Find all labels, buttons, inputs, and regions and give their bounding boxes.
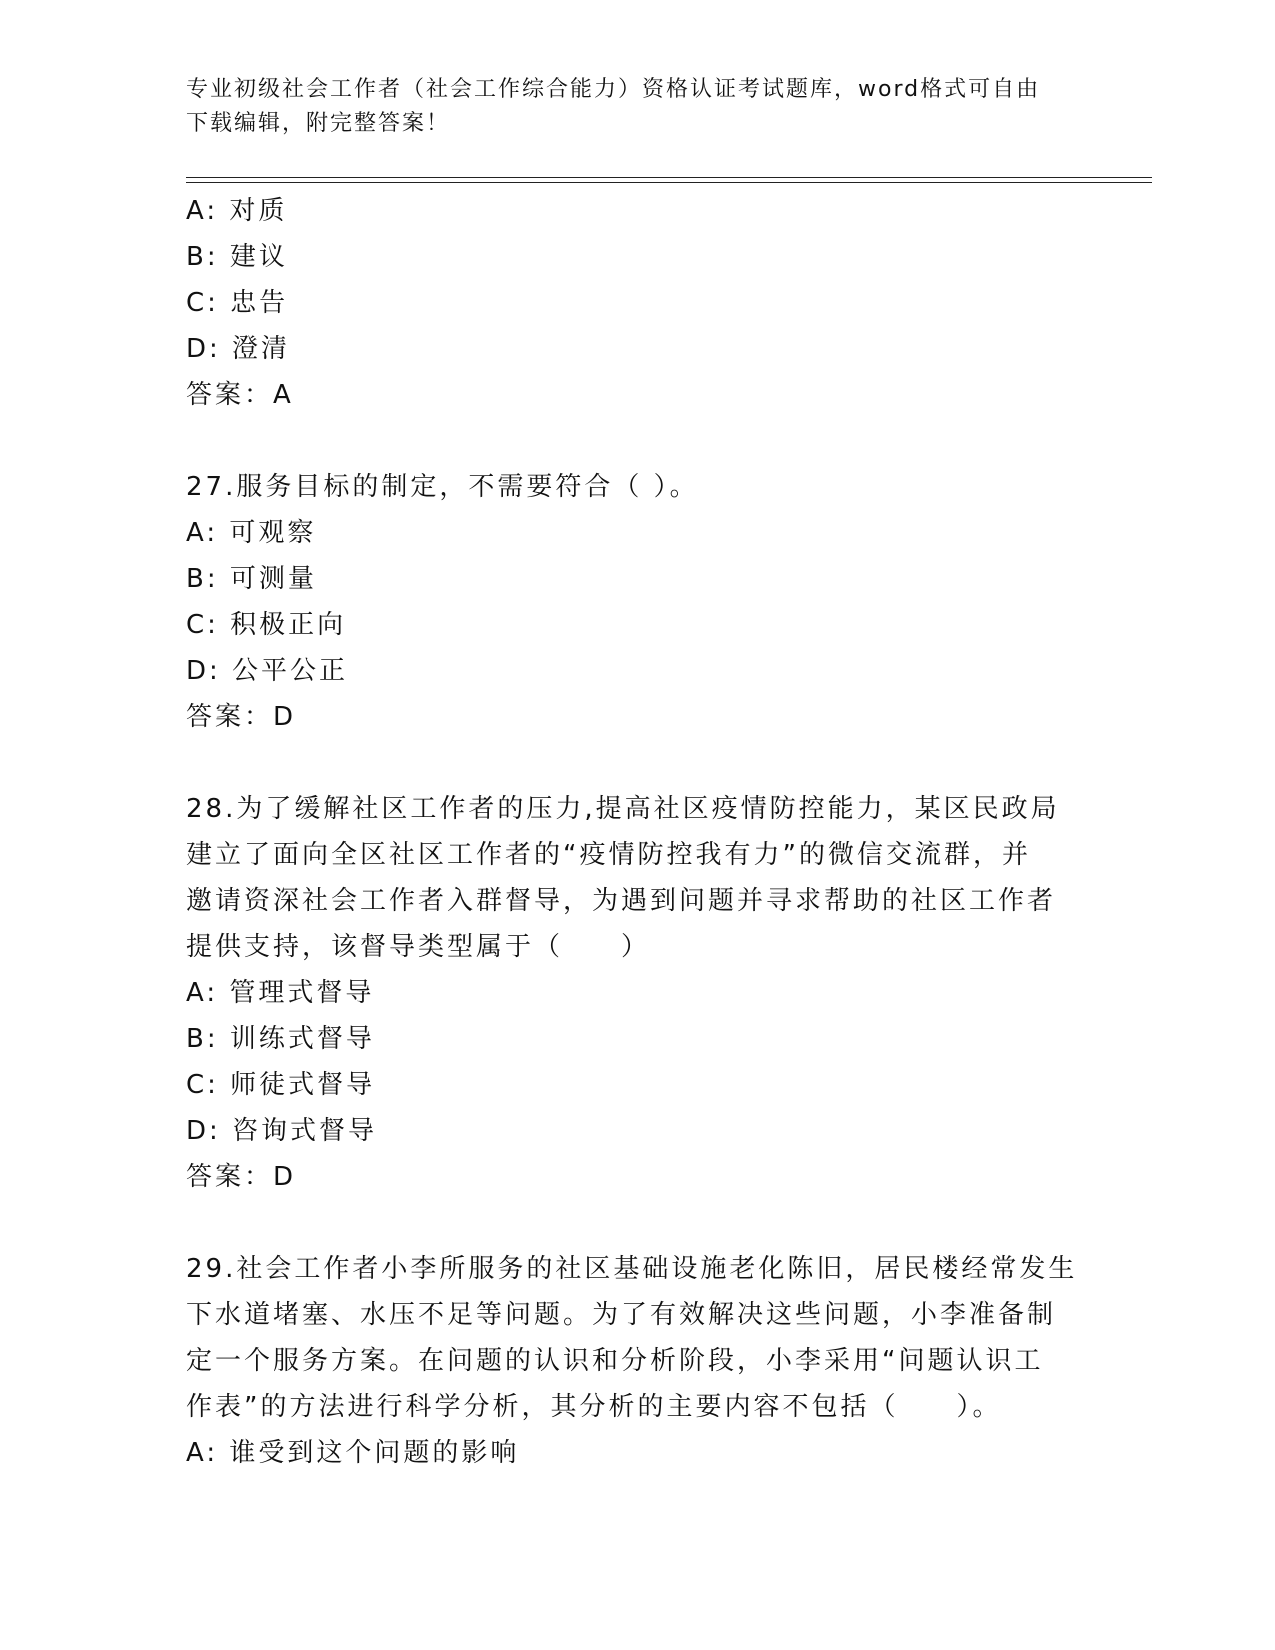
- question-text-line: 作表”的方法进行科学分析，其分析的主要内容不包括（ ）。: [186, 1392, 1002, 1422]
- question-29-block: [186, 1246, 1086, 1476]
- header-line-1: 专业初级社会工作者（社会工作综合能力）资格认证考试题库，word格式可自由: [186, 77, 1041, 102]
- answer: 答案：D: [186, 1162, 297, 1192]
- option-c: C: 积极正向: [186, 610, 347, 640]
- question-26-block: [186, 188, 1086, 418]
- option-d: D: 澄清: [186, 334, 291, 364]
- question-28-block: [186, 786, 1086, 1200]
- option-a: A: 对质: [186, 196, 288, 226]
- option-a: A: 可观察: [186, 518, 317, 548]
- spacer: [186, 740, 1086, 786]
- option-b: B: 建议: [186, 242, 288, 272]
- question-list: [186, 188, 1086, 1476]
- option-d: D: 公平公正: [186, 656, 349, 686]
- option-c: C: 忠告: [186, 288, 289, 318]
- option-a: A: 管理式督导: [186, 978, 375, 1008]
- question-text-line: 28.为了缓解社区工作者的压力,提高社区疫情防控能力，某区民政局: [186, 794, 1060, 824]
- header-line-2: 下载编辑，附完整答案！: [186, 111, 451, 136]
- option-a: A: 谁受到这个问题的影响: [186, 1438, 520, 1468]
- header-divider-top: [186, 177, 1152, 178]
- option-d: D: 咨询式督导: [186, 1116, 378, 1146]
- question-text-line: 邀请资深社会工作者入群督导，为遇到问题并寻求帮助的社区工作者: [186, 886, 1057, 916]
- question-text-line: 定一个服务方案。在问题的认识和分析阶段，小李采用“问题认识工: [186, 1346, 1044, 1376]
- header-divider-bottom: [186, 182, 1152, 183]
- question-text-line: 建立了面向全区社区工作者的“疫情防控我有力”的微信交流群，并: [186, 840, 1031, 870]
- question-text-line: 下水道堵塞、水压不足等问题。为了有效解决这些问题，小李准备制: [186, 1300, 1057, 1330]
- question-27-block: [186, 464, 1086, 740]
- spacer: [186, 418, 1086, 464]
- answer: 答案：D: [186, 702, 297, 732]
- option-b: B: 可测量: [186, 564, 317, 594]
- question-text: 27.服务目标的制定，不需要符合（ ）。: [186, 472, 699, 502]
- document-header: [186, 73, 1086, 141]
- option-c: C: 师徒式督导: [186, 1070, 376, 1100]
- spacer: [186, 1200, 1086, 1246]
- question-text-line: 29.社会工作者小李所服务的社区基础设施老化陈旧，居民楼经常发生: [186, 1254, 1078, 1284]
- answer: 答案：A: [186, 380, 294, 410]
- option-b: B: 训练式督导: [186, 1024, 375, 1054]
- question-text-line: 提供支持，该督导类型属于（ ）: [186, 932, 651, 962]
